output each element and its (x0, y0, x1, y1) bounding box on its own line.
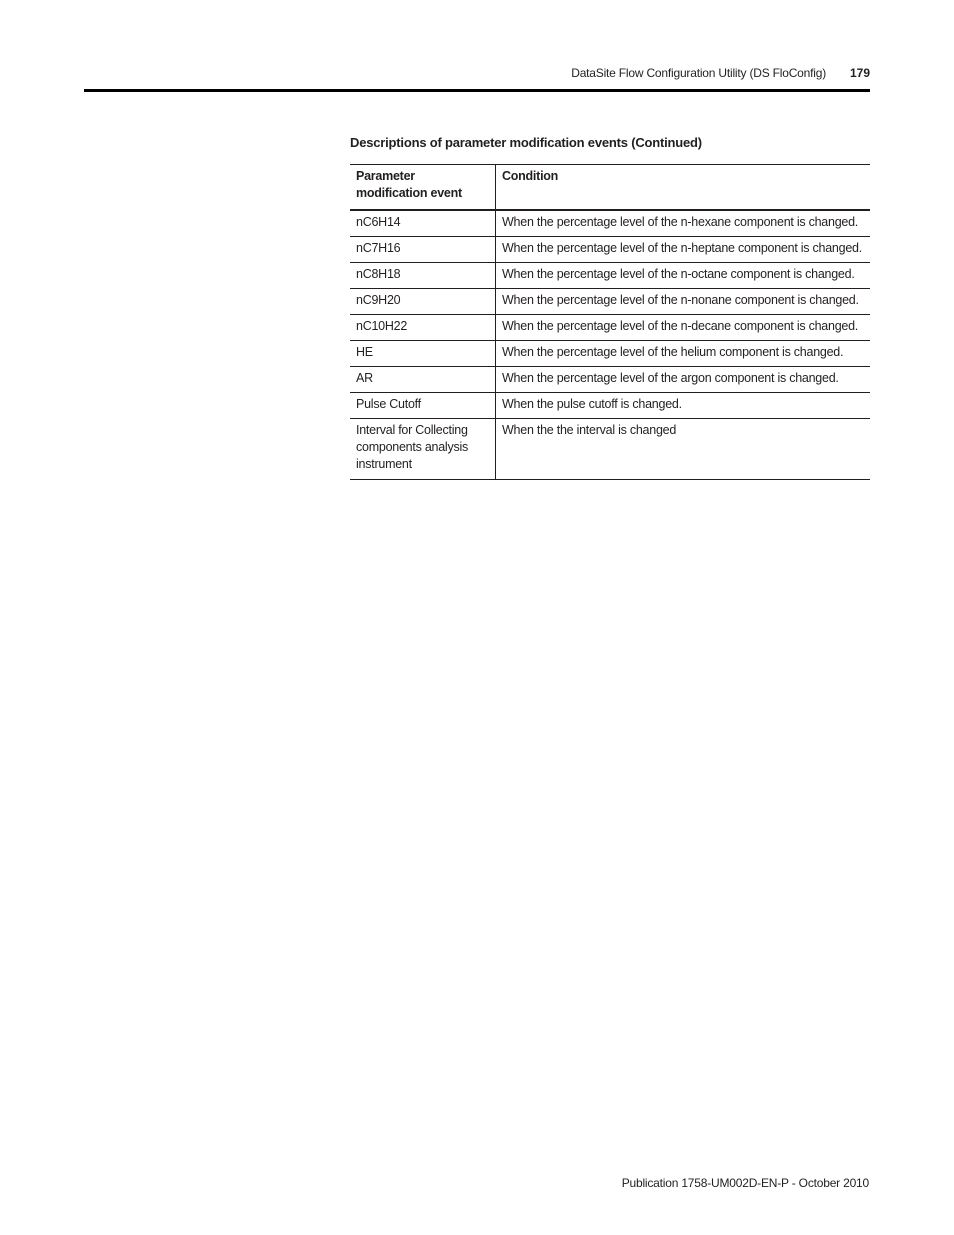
parameter-events-table (350, 164, 870, 480)
condition-cell: When the the interval is changed (502, 423, 677, 437)
condition-cell: When the percentage level of the n-decane component is changed. (502, 319, 859, 333)
condition-cell: When the percentage level of the n-heptane component is changed. (502, 241, 862, 255)
event-cell: HE (350, 341, 496, 367)
table-header-row (350, 165, 870, 211)
table-row (350, 289, 870, 315)
table-row (350, 341, 870, 367)
table-row (350, 367, 870, 393)
condition-cell: When the percentage level of the n-nonane component is changed. (502, 293, 859, 307)
table-row (350, 210, 870, 237)
event-cell: nC9H20 (350, 289, 496, 315)
event-cell: AR (350, 367, 496, 393)
publication-footer: Publication 1758-UM002D-EN-P - October 2010 (621, 1176, 869, 1190)
table-row (350, 237, 870, 263)
table-title: Descriptions of parameter modification events (Continued) (350, 135, 702, 150)
table-row (350, 419, 870, 480)
condition-cell: When the percentage level of the argon component is changed. (502, 371, 839, 385)
column-header-event: Parameter modification event (350, 165, 496, 211)
table-row (350, 263, 870, 289)
table-row (350, 315, 870, 341)
header-rule (84, 89, 870, 92)
running-header-title: DataSite Flow Configuration Utility (DS FloConfig) (571, 66, 826, 80)
column-header-condition: Condition (502, 169, 559, 183)
event-cell: nC6H14 (350, 210, 496, 237)
condition-cell: When the percentage level of the helium component is changed. (502, 345, 844, 359)
condition-cell: When the percentage level of the n-octane component is changed. (502, 267, 855, 281)
event-cell: nC7H16 (350, 237, 496, 263)
condition-cell: When the percentage level of the n-hexane component is changed. (502, 215, 859, 229)
event-cell: Pulse Cutoff (350, 393, 496, 419)
event-cell: nC8H18 (350, 263, 496, 289)
event-cell: nC10H22 (350, 315, 496, 341)
table-row (350, 393, 870, 419)
page-number: 179 (849, 66, 870, 80)
condition-cell: When the pulse cutoff is changed. (502, 397, 682, 411)
event-cell: Interval for Collecting components analysis instrument (350, 419, 496, 480)
